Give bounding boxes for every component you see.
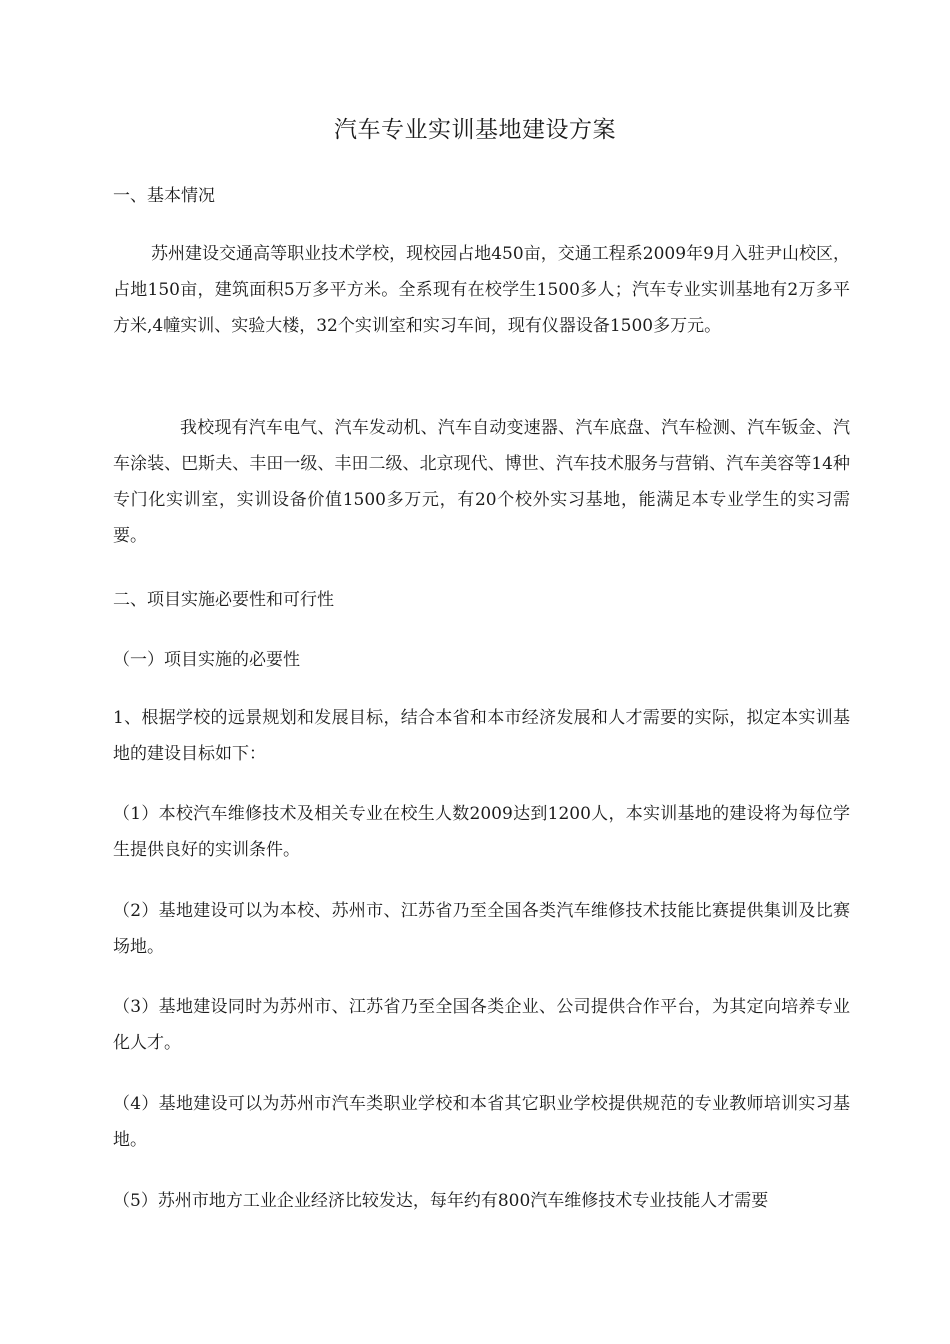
section-heading-necessity-feasibility: 二、项目实施必要性和可行性: [113, 590, 334, 610]
subsection-heading-necessity: （一）项目实施的必要性: [113, 650, 300, 670]
section-heading-basic-info: 一、基本情况: [113, 186, 215, 206]
document-title: 汽车专业实训基地建设方案: [334, 117, 616, 143]
paragraph-item-1: 1、根据学校的远景规划和发展目标，结合本省和本市经济发展和人才需要的实际，拟定本实训基地的建设目标如下：: [113, 708, 850, 764]
paragraph-school-overview: 苏州建设交通高等职业技术学校，现校园占地450亩，交通工程系2009年9月入驻尹山校区，占地150亩，建筑面积5万多平方米。全系现有在校学生1500多人；汽车专业实训基地有2万多平方米,4幢实训、实验大楼，32个实训室和实习车间，现有仪器设备1500多万元。: [113, 244, 850, 336]
goal-item: （5）苏州市地方工业企业经济比较发达，每年约有800汽车维修技术专业技能人才需要: [113, 1191, 769, 1211]
goal-item: （3）基地建设同时为苏州市、江苏省乃至全国各类企业、公司提供合作平台，为其定向培养专业化人才。: [113, 997, 850, 1053]
goal-item: （2）基地建设可以为本校、苏州市、江苏省乃至全国各类汽车维修技术技能比赛提供集训及比赛场地。: [113, 901, 850, 957]
goal-item: （4）基地建设可以为苏州市汽车类职业学校和本省其它职业学校提供规范的专业教师培训实习基地。: [113, 1094, 850, 1150]
goal-item: （1）本校汽车维修技术及相关专业在校生人数2009达到1200人，本实训基地的建设将为每位学生提供良好的实训条件。: [113, 804, 850, 860]
paragraph-training-rooms: 我校现有汽车电气、汽车发动机、汽车自动变速器、汽车底盘、汽车检测、汽车钣金、汽车涂装、巴斯夫、丰田一级、丰田二级、北京现代、博世、汽车技术服务与营销、汽车美容等14种专门化实训室，实训设备价值1500多万元，有20个校外实习基地，能满足本专业学生的实习需要。: [113, 418, 850, 546]
